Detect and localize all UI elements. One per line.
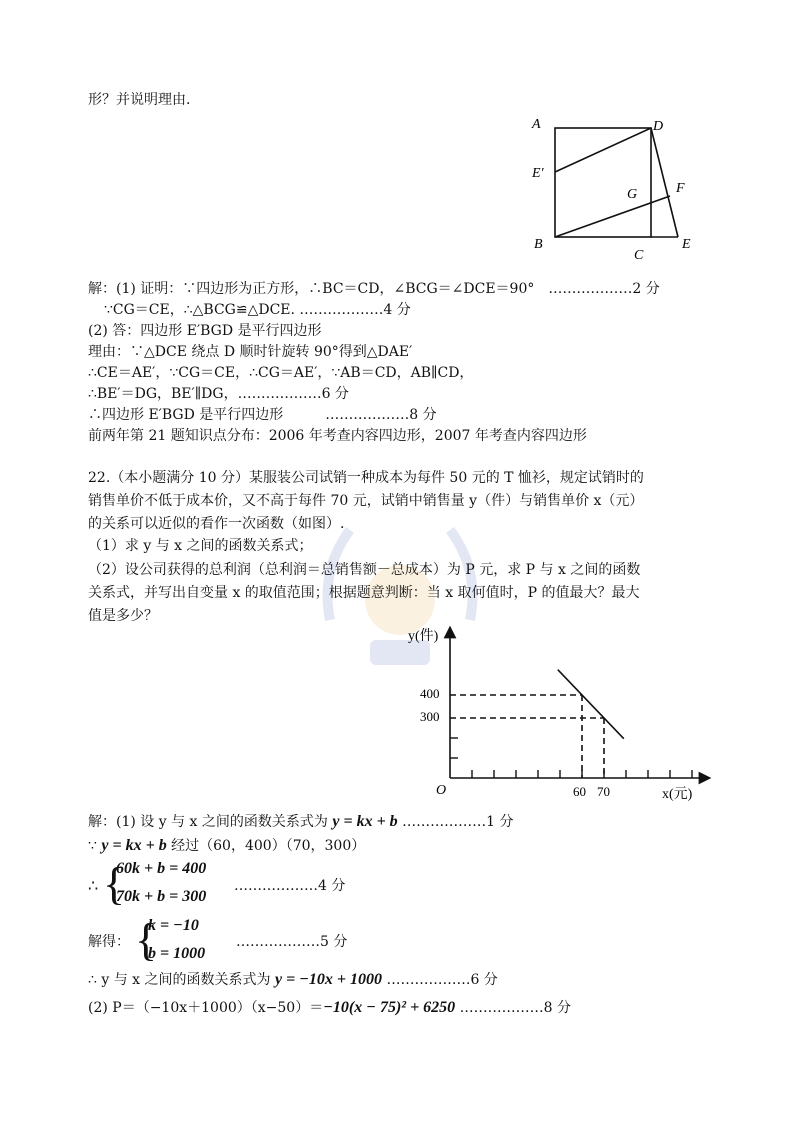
x-tick-label-60: 60 <box>573 784 586 799</box>
label-d: D <box>653 119 664 134</box>
q21-line-4: 理由：∵△DCE 绕点 D 顺时针旋转 90°得到△DAE′ <box>88 344 413 360</box>
q21-line-2: ∵CG＝CE，∴△BCG≌△DCE. ………………4 分 <box>104 302 411 318</box>
brace-1: { <box>103 858 126 909</box>
segment-bf <box>555 196 670 237</box>
q22-part-2-line-1: （2）设公司获得的总利润（总利润＝总销售额－总成本）为 P 元，求 P 与 x 之间的函数 <box>88 562 641 578</box>
segment-de <box>651 128 678 237</box>
q21-line-5: ∴CE＝AE′，∵CG＝CE，∴CG＝AE′，∵AB＝CD，AB∥CD， <box>88 365 474 381</box>
q22-part-2-line-3: 值是多少？ <box>88 608 158 624</box>
q21-line-3: (2) 答：四边形 E′BGD 是平行四边形 <box>88 323 322 339</box>
q22-sol-line-1: 解：(1) 设 y 与 x 之间的函数关系式为 y = kx + b ………………1 分 <box>88 813 514 830</box>
q21-knowledge-note: 前两年第 21 题知识点分布：2006 年考查内容四边形，2007 年考查内容四边形 <box>88 428 587 444</box>
q21-line-1: 解：(1) 证明：∵四边形为正方形，∴BC＝CD，∠BCG＝∠DCE＝90° ………………2 分 <box>88 281 660 297</box>
q21-line-7: ∴四边形 E′BGD 是平行四边形 ………………8 分 <box>88 407 437 423</box>
sys2-score: ………………5 分 <box>236 934 348 950</box>
q22-stem-3: 的关系可以近似的看作一次函数（如图）. <box>88 516 345 532</box>
q22-part-2-line-2: 关系式，并写出自变量 x 的取值范围；根据题意判断：当 x 取何值时，P 的值最大？最大 <box>88 585 640 601</box>
sys2-eq2: b = 1000 <box>148 945 206 962</box>
label-b: B <box>534 237 543 252</box>
label-e: E <box>682 237 691 252</box>
q22-part-1: （1）求 y 与 x 之间的函数关系式； <box>88 538 313 554</box>
sys1-score: ………………4 分 <box>234 878 346 894</box>
intro-line: 形？并说明理由. <box>88 92 191 108</box>
x-axis-label: x(元) <box>662 787 693 802</box>
y-tick-label-400: 400 <box>420 686 440 701</box>
label-c: C <box>634 248 644 262</box>
label-g: G <box>627 187 638 202</box>
brace-2: { <box>135 914 158 965</box>
function-line <box>558 670 624 739</box>
q21-line-6: ∴BE′＝DG，BE′∥DG，………………6 分 <box>88 386 349 402</box>
y-axis-label: y(件) <box>408 629 439 644</box>
q22-sol-line-5: ∴ y 与 x 之间的函数关系式为 y = −10x + 1000 ………………6 分 <box>88 971 498 988</box>
label-e-prime: E′ <box>532 166 544 181</box>
label-f: F <box>676 181 685 196</box>
linear-function-graph <box>400 620 720 805</box>
solve-label: 解得： <box>88 934 130 950</box>
q22-sol-line-6: (2) P＝（−10x＋1000）（x−50）＝−10(x − 75)² + 6250 ………………8 分 <box>88 999 571 1016</box>
label-a: A <box>532 117 541 132</box>
segment-de-prime <box>555 128 651 172</box>
x-tick-label-70: 70 <box>597 784 610 799</box>
sys1-eq2: 70k + b = 300 <box>116 888 207 905</box>
sys2-eq1: k = −10 <box>148 917 199 934</box>
q22-sol-line-2: ∵ y = kx + b 经过（60，400）（70，300） <box>88 837 366 854</box>
sys1-eq1: 60k + b = 400 <box>116 860 207 877</box>
square-figure <box>520 112 710 262</box>
q22-stem-1: 22.（本小题满分 10 分）某服装公司试销一种成本为每件 50 元的 T 恤衫，规定试销时的 <box>88 470 644 486</box>
y-tick-label-300: 300 <box>420 709 440 724</box>
origin-label: O <box>436 783 447 798</box>
q22-stem-2: 销售单价不低于成本价，又不高于每件 70 元，试销中销售量 y（件）与销售单价 x（元） <box>88 493 644 509</box>
therefore-symbol: ∴ <box>88 876 99 895</box>
